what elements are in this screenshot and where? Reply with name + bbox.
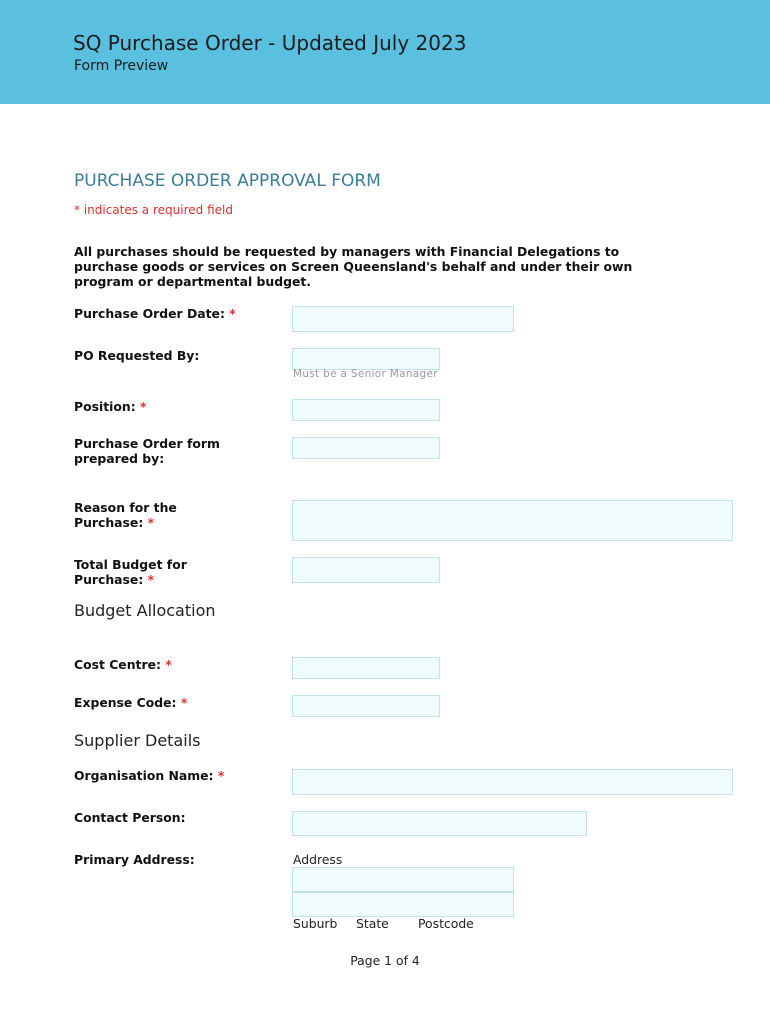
page-subtitle: Form Preview bbox=[74, 58, 169, 74]
contact-person-label-text: Contact Person: bbox=[74, 810, 186, 825]
budget-label-line: Total Budget for bbox=[74, 557, 187, 572]
primary-address-label bbox=[74, 852, 195, 867]
required-field-note: * indicates a required field bbox=[74, 203, 233, 217]
po-date-field[interactable] bbox=[292, 306, 514, 332]
contact-person-label bbox=[74, 810, 186, 825]
prepared-by-field[interactable] bbox=[292, 437, 440, 459]
cost-centre-field[interactable] bbox=[292, 657, 440, 679]
state-label: State bbox=[356, 916, 389, 931]
organisation-name-field[interactable] bbox=[292, 769, 733, 795]
intro-line: All purchases should be requested by managers with Financial Delegations to bbox=[74, 244, 620, 259]
reason-label-line bbox=[74, 515, 177, 530]
address-line1-field[interactable] bbox=[292, 867, 514, 892]
requested-by-label bbox=[74, 348, 199, 363]
reason-field[interactable] bbox=[292, 500, 733, 541]
total-budget-field[interactable] bbox=[292, 557, 440, 583]
cost-centre-label-text: Cost Centre: bbox=[74, 657, 161, 672]
suburb-label: Suburb bbox=[293, 916, 338, 931]
position-label bbox=[74, 399, 147, 414]
page-title: SQ Purchase Order - Updated July 2023 bbox=[73, 31, 467, 55]
requested-by-label-text: PO Requested By: bbox=[74, 348, 200, 363]
position-label-text: Position: bbox=[74, 399, 136, 414]
contact-person-field[interactable] bbox=[292, 811, 587, 836]
budget-label-line bbox=[74, 572, 187, 587]
address-line2-field[interactable] bbox=[292, 892, 514, 917]
prepared-by-label bbox=[74, 436, 220, 466]
address-label: Address bbox=[293, 852, 343, 867]
page-indicator: Page 1 of 4 bbox=[350, 953, 420, 968]
cost-centre-label bbox=[74, 657, 172, 672]
organisation-name-label-text: Organisation Name: bbox=[74, 768, 214, 783]
required-marker: * bbox=[147, 572, 155, 587]
requested-by-hint: Must be a Senior Manager bbox=[293, 368, 438, 380]
required-marker: * bbox=[147, 515, 155, 530]
expense-code-label-text: Expense Code: bbox=[74, 695, 177, 710]
intro-text bbox=[74, 244, 694, 289]
reason-label-text: Purchase: bbox=[74, 515, 144, 530]
budget-allocation-heading: Budget Allocation bbox=[74, 601, 216, 620]
budget-label bbox=[74, 557, 187, 587]
header-banner bbox=[0, 0, 770, 104]
po-date-label bbox=[74, 306, 236, 321]
reason-label-line: Reason for the bbox=[74, 500, 177, 515]
prepared-by-label-line: prepared by: bbox=[74, 451, 165, 466]
primary-address-label-text: Primary Address: bbox=[74, 852, 195, 867]
requested-by-field[interactable] bbox=[292, 348, 440, 370]
expense-code-label bbox=[74, 695, 187, 710]
intro-line: program or departmental budget. bbox=[74, 274, 311, 289]
supplier-details-heading: Supplier Details bbox=[74, 731, 201, 750]
postcode-label: Postcode bbox=[418, 916, 474, 931]
required-marker: * bbox=[165, 657, 172, 672]
position-field[interactable] bbox=[292, 399, 440, 421]
required-marker: * bbox=[217, 768, 225, 783]
form-heading: PURCHASE ORDER APPROVAL FORM bbox=[74, 171, 381, 191]
po-date-label-text: Purchase Order Date: bbox=[74, 306, 225, 321]
organisation-name-label bbox=[74, 768, 224, 783]
required-marker: * bbox=[229, 306, 236, 321]
budget-label-text: Purchase: bbox=[74, 572, 144, 587]
required-marker: * bbox=[180, 695, 188, 710]
prepared-by-label-line: Purchase Order form bbox=[74, 436, 220, 451]
expense-code-field[interactable] bbox=[292, 695, 440, 717]
reason-label bbox=[74, 500, 177, 530]
intro-line: purchase goods or services on Screen Queensland's behalf and under their own bbox=[74, 259, 633, 274]
required-marker: * bbox=[140, 399, 147, 414]
